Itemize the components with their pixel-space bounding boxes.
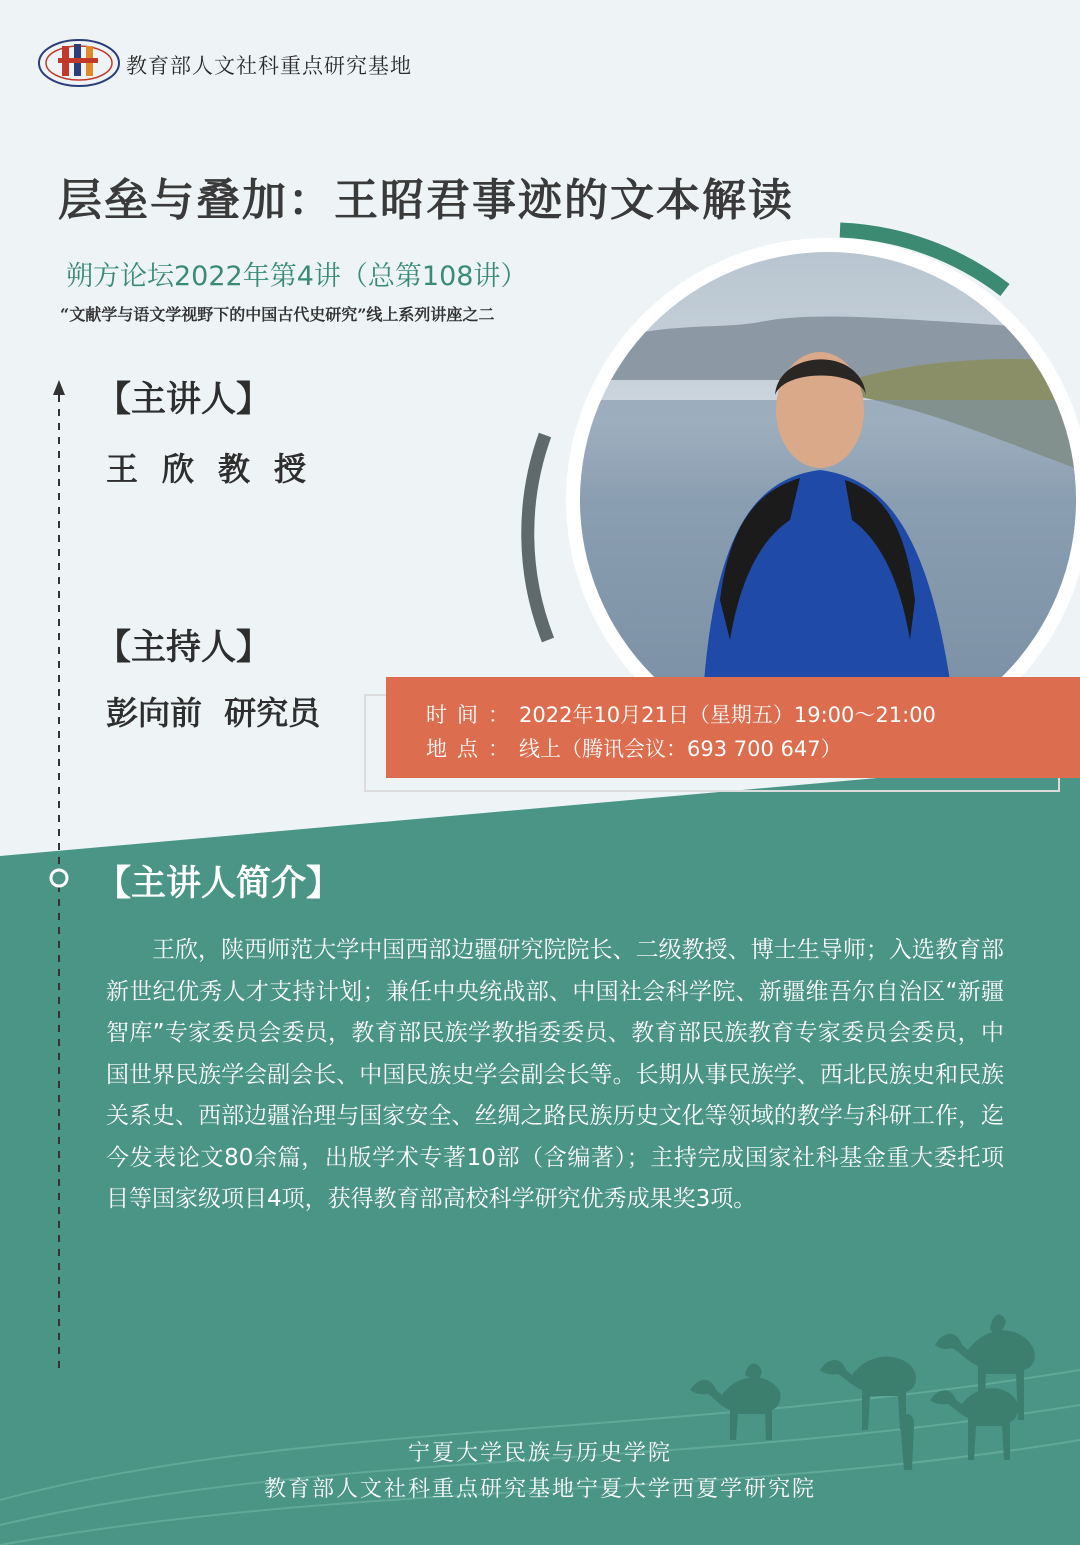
host-name: 彭向前 研究员	[106, 694, 321, 732]
info-box	[386, 677, 1080, 778]
institution-label: 教育部人文社科重点研究基地	[126, 54, 412, 78]
speaker-heading: 【主讲人】	[96, 379, 272, 420]
time-line	[426, 699, 936, 729]
speaker-name: 王欣教授	[106, 450, 331, 488]
institute-logo	[36, 36, 122, 88]
lecture-title: 层垒与叠加：王昭君事迹的文本解读	[58, 175, 794, 226]
host-heading: 【主持人】	[96, 627, 272, 668]
footer-organizer-2: 教育部人文社科重点研究基地宁夏大学西夏学研究院	[263, 1477, 816, 1502]
place-value: 线上（腾讯会议：693 700 647）	[519, 737, 842, 761]
footer-organizer-1: 宁夏大学民族与历史学院	[407, 1441, 672, 1466]
series-subtitle: “文献学与语文学视野下的中国古代史研究”线上系列讲座之二	[60, 305, 495, 324]
time-label: 时间：	[426, 703, 519, 727]
timeline-dot	[51, 870, 67, 886]
place-label: 地点：	[426, 737, 519, 761]
intro-heading: 【主讲人简介】	[96, 863, 342, 904]
speaker-bio: 王欣，陕西师范大学中国西部边疆研究院院长、二级教授、博士生导师；入选教育部新世纪优秀人才支持计划；兼任中央统战部、中国社会科学院、新疆维吾尔自治区“新疆智库”专家委员会委员，教育部民族学教指委委员、教育部民族教育专家委员会委员，中国世界民族学会副会长、中国民族史学会副会长等。长期从事民族学、西北民族史和民族关系史、西部边疆治理与国家安全、丝绸之路民族历史文化等领域的教学与科研工作，迄今发表论文80余篇，出版学术专著10部（含编著）；主持完成国家社科基金重大委托项目等国家级项目4项，获得教育部高校科学研究优秀成果奖3项。	[106, 937, 1004, 1212]
time-value: 2022年10月21日（星期五）19:00～21:00	[519, 703, 936, 727]
forum-subtitle: 朔方论坛2022年第4讲（总第108讲）	[66, 261, 528, 292]
place-line	[426, 733, 842, 763]
timeline-arrow	[53, 380, 65, 395]
dark-arc	[528, 435, 548, 640]
